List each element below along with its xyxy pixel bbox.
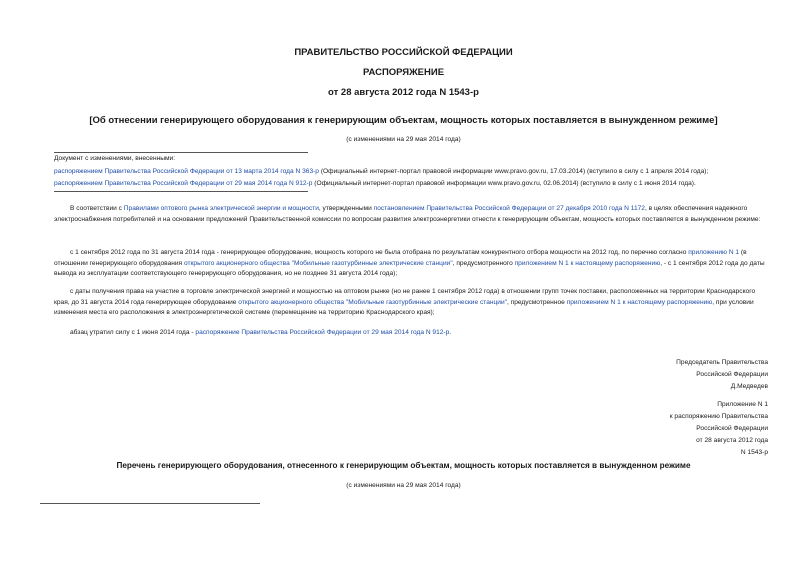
- doc-date-number: от 28 августа 2012 года N 1543-р: [328, 87, 479, 98]
- appendix-header: [560, 399, 768, 459]
- appendix-line: Приложение N 1: [717, 401, 768, 408]
- appendix-link[interactable]: приложением N 1 к настоящему распоряжению: [514, 259, 661, 267]
- paragraph-3: с даты получения права на участие в торговле электрической энергией и мощностью на оптовом рынке (но не ранее 1 сентября 2012 года) в отношении групп точек поставки, расположенных на территории Краснодарского края, до 31 августа 2014 года генерирующее оборудование открытого акционерного общества "Мобильные газотурбинные электрические станции", предусмотренное приложением N 1 к настоящему распоряжению, при условии изменения места его расположения в электроэнергетической системе (перемещение на территорию Краснодарского края);: [54, 288, 756, 316]
- signature-line: Д.Медведев: [730, 383, 768, 390]
- doc-type-heading: РАСПОРЯЖЕНИЕ: [362, 67, 445, 78]
- amendment-item: распоряжением Правительства Российской Федерации от 29 мая 2014 года N 912-р (Официальный интернет-портал правовой информации www.pravo.gov.ru, 02.06.2014) (вступило в силу с 1 июня 2014 года).: [54, 180, 696, 187]
- government-heading: ПРАВИТЕЛЬСТВО РОССИЙСКОЙ ФЕДЕРАЦИИ: [294, 47, 513, 58]
- paragraph-2: с 1 сентября 2012 года по 31 августа 2014 года - генерирующее оборудование, мощность которого не была отобрана по результатам конкурентного отбора мощности на 2012 год, по перечню согласно приложению N 1 (в отношении генерирующего оборудования открытого акционерного общества "Мобильные газотурбинные электрические станции", предусмотренного приложением N 1 к настоящему распоряжению, - с 1 сентября 2012 года до даты вывода из эксплуатации соответствующего генерирующего оборудования, но не позднее 31 августа 2014 года);: [54, 249, 765, 277]
- divider: [40, 503, 260, 504]
- signature-line: Российской Федерации: [696, 371, 768, 378]
- rules-link[interactable]: Правилами оптового рынка электрической энергии и мощности: [123, 205, 319, 212]
- amendment-link-2[interactable]: распоряжением Правительства Российской Федерации от 29 мая 2014 года N 912-р: [54, 180, 313, 187]
- amendment-link-1[interactable]: распоряжением Правительства Российской Федерации от 13 марта 2014 года N 363-р: [54, 167, 319, 175]
- appendix-title: Перечень генерирующего оборудования, отнесенного к генерирующим объектам, мощность которых поставляется в вынужденном режиме: [116, 461, 691, 470]
- mgtes-link[interactable]: открытого акционерного общества "Мобильные газотурбинные электрические станции": [183, 259, 453, 267]
- appendix-changes-note: (с изменениями на 29 мая 2014 года): [346, 482, 461, 489]
- mgtes-link[interactable]: открытого акционерного общества "Мобильные газотурбинные электрические станции": [238, 298, 507, 306]
- paragraph-1: В соответствии с Правилами оптового рынка электрической энергии и мощности, утвержденными постановлением Правительства Российской Федерации от 27 декабря 2010 года N 1172, в целях обеспечения надежного электроснабжения потребителей и на основании предложений Правительственной комиссии по вопросам развития электроэнергетики отнести к генерирующим объектам, мощность которых поставляется в вынужденном режиме:: [54, 205, 761, 223]
- changes-note: (с изменениями на 29 мая 2014 года): [346, 136, 461, 143]
- divider: [54, 191, 308, 192]
- appendix-line: Российской Федерации: [696, 425, 768, 432]
- appendix-link[interactable]: приложением N 1 к настоящему распоряжению: [566, 298, 713, 306]
- signature-line: Председатель Правительства: [676, 359, 768, 366]
- signature-block: [560, 357, 768, 393]
- paragraph-4: абзац утратил силу с 1 июня 2014 года - распоряжение Правительства Российской Федерации от 29 мая 2014 года N 912-р.: [70, 329, 452, 336]
- decree-1172-link[interactable]: постановлением Правительства Российской Федерации от 27 декабря 2010 года N 1172: [373, 205, 645, 212]
- decree-912-link[interactable]: распоряжение Правительства Российской Федерации от 29 мая 2014 года N 912-р: [195, 329, 450, 336]
- amendments-intro: Документ с изменениями, внесенными:: [54, 155, 176, 162]
- appendix-line: N 1543-р: [740, 449, 768, 456]
- appendix-line: от 28 августа 2012 года: [696, 437, 768, 444]
- appendix-line: к распоряжению Правительства: [669, 413, 768, 420]
- amendment-item: распоряжением Правительства Российской Федерации от 13 марта 2014 года N 363-р (Официальный интернет-портал правовой информации www.pravo.gov.ru, 17.03.2014) (вступило в силу с 1 апреля 2014 года);: [54, 167, 709, 175]
- amendments-block: [54, 153, 794, 191]
- doc-title: [Об отнесении генерирующего оборудования к генерирующим объектам, мощность которых поставляется в вынужденном режиме]: [89, 115, 718, 126]
- appendix-link[interactable]: приложению N 1: [688, 249, 740, 256]
